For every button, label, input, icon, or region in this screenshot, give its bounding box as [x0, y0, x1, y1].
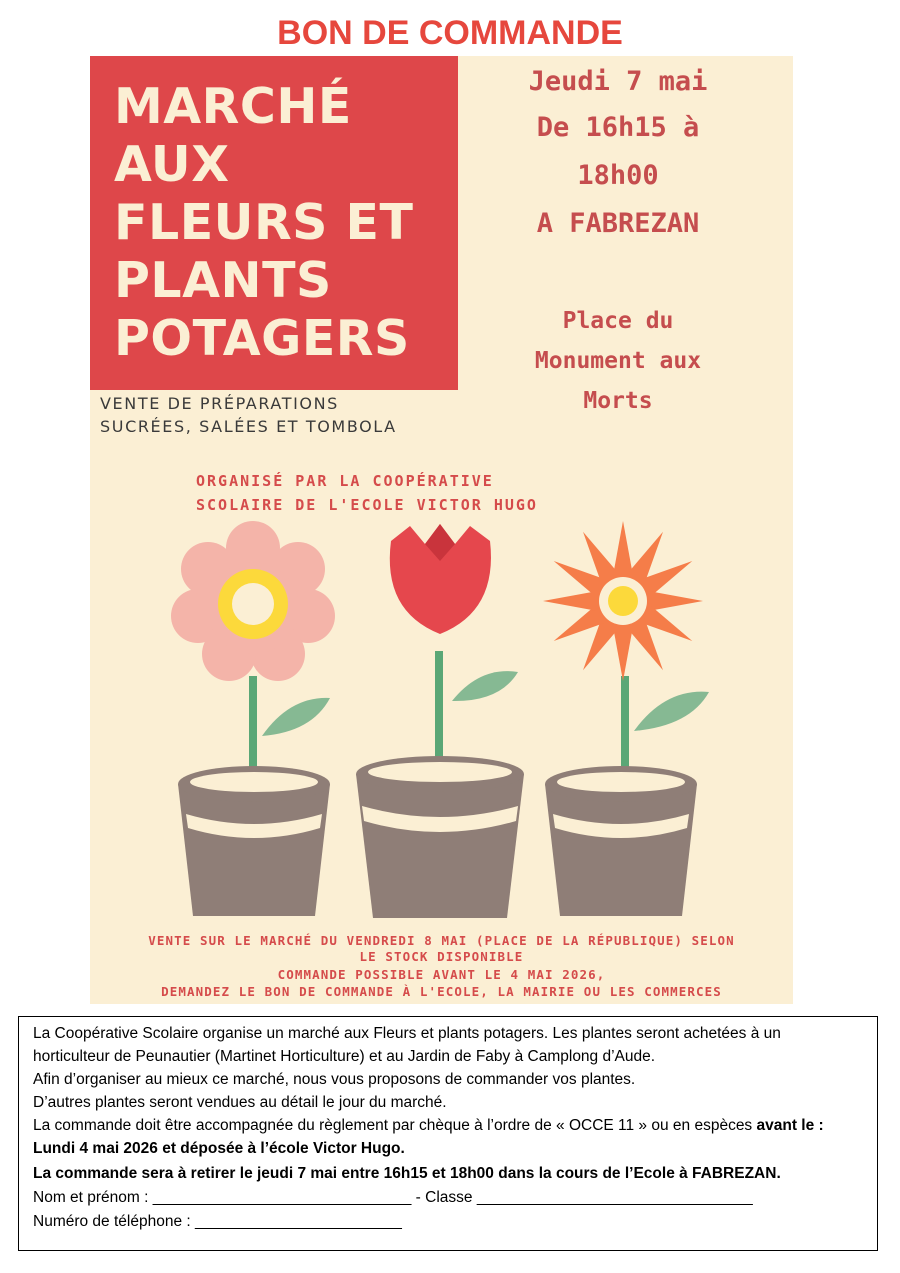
name-blank-field[interactable]: ______________________________	[152, 1189, 412, 1206]
poster-subtitle-line: VENTE DE PRÉPARATIONS	[100, 394, 339, 413]
info-line: horticulteur de Peunautier (Martinet Horticulture) et au Jardin de Faby à Camplong d’Aude.	[33, 1048, 656, 1065]
poster-title-line: FLEURS ET	[114, 194, 414, 251]
flower-pots-illustration	[90, 56, 793, 1004]
poster-bottom-line: LE STOCK DISPONIBLE	[359, 949, 524, 964]
poster-time-line: 18h00	[577, 160, 659, 191]
info-line: D’autres plantes seront vendues au détail le jour du marché.	[33, 1094, 447, 1111]
poster-title-line: MARCHÉ	[114, 78, 352, 135]
poster-bottom-line: VENTE SUR LE MARCHÉ DU VENDREDI 8 MAI (PLACE DE LA RÉPUBLIQUE) SELON	[148, 933, 735, 948]
phone-label: Numéro de téléphone :	[33, 1213, 195, 1230]
pot-icon	[545, 766, 697, 916]
order-info-box	[18, 1016, 878, 1251]
market-poster	[90, 56, 793, 1004]
poster-place-line: Monument aux	[534, 348, 702, 374]
red-tulip-icon	[390, 524, 518, 786]
pink-flower-icon	[171, 521, 335, 806]
class-label: - Classe	[411, 1189, 477, 1206]
poster-bottom-line: DEMANDEZ LE BON DE COMMANDE À L'ECOLE, LA MAIRIE OU LES COMMERCES	[161, 984, 722, 999]
poster-place-line: Place du	[562, 308, 674, 334]
payment-deadline-label: avant le :	[756, 1117, 824, 1134]
phone-line	[33, 1213, 402, 1231]
poster-title-line: AUX	[114, 136, 230, 193]
payment-line	[33, 1117, 824, 1135]
document-title: BON DE COMMANDE	[277, 14, 623, 52]
orange-daisy-icon	[543, 521, 709, 801]
deadline-line: Lundi 4 mai 2026 et déposée à l’école Victor Hugo.	[33, 1140, 405, 1157]
name-class-line	[33, 1189, 753, 1207]
pot-icon	[356, 756, 524, 918]
pickup-line: La commande sera à retirer le jeudi 7 mai entre 16h15 et 18h00 dans la cours de l’Ecole à FABREZAN.	[33, 1165, 781, 1182]
poster-organizer-line: SCOLAIRE DE L'ECOLE VICTOR HUGO	[196, 496, 538, 514]
pot-icon	[178, 766, 330, 916]
poster-title-line: POTAGERS	[114, 310, 410, 367]
poster-place-line: Morts	[583, 388, 653, 414]
payment-text: La commande doit être accompagnée du règlement par chèque à l’ordre de « OCCE 11 » ou en espèces	[33, 1117, 757, 1134]
poster-title-line: PLANTS	[114, 252, 332, 309]
phone-blank-field[interactable]: ________________________	[195, 1213, 402, 1230]
info-line: Afin d’organiser au mieux ce marché, nous vous proposons de commander vos plantes.	[33, 1071, 636, 1088]
poster-town-line: A FABREZAN	[536, 208, 700, 239]
poster-date-line: De 16h15 à	[536, 112, 700, 143]
info-line: La Coopérative Scolaire organise un marché aux Fleurs et plants potagers. Les plantes seront achetées à un	[33, 1025, 781, 1042]
poster-bottom-line: COMMANDE POSSIBLE AVANT LE 4 MAI 2026,	[277, 967, 606, 982]
poster-organizer-line: ORGANISÉ PAR LA COOPÉRATIVE	[196, 472, 494, 490]
class-blank-field[interactable]: ________________________________	[476, 1189, 753, 1206]
poster-date-line: Jeudi 7 mai	[528, 66, 708, 97]
name-label: Nom et prénom :	[33, 1189, 153, 1206]
poster-subtitle-line: SUCRÉES, SALÉES ET TOMBOLA	[100, 417, 397, 436]
